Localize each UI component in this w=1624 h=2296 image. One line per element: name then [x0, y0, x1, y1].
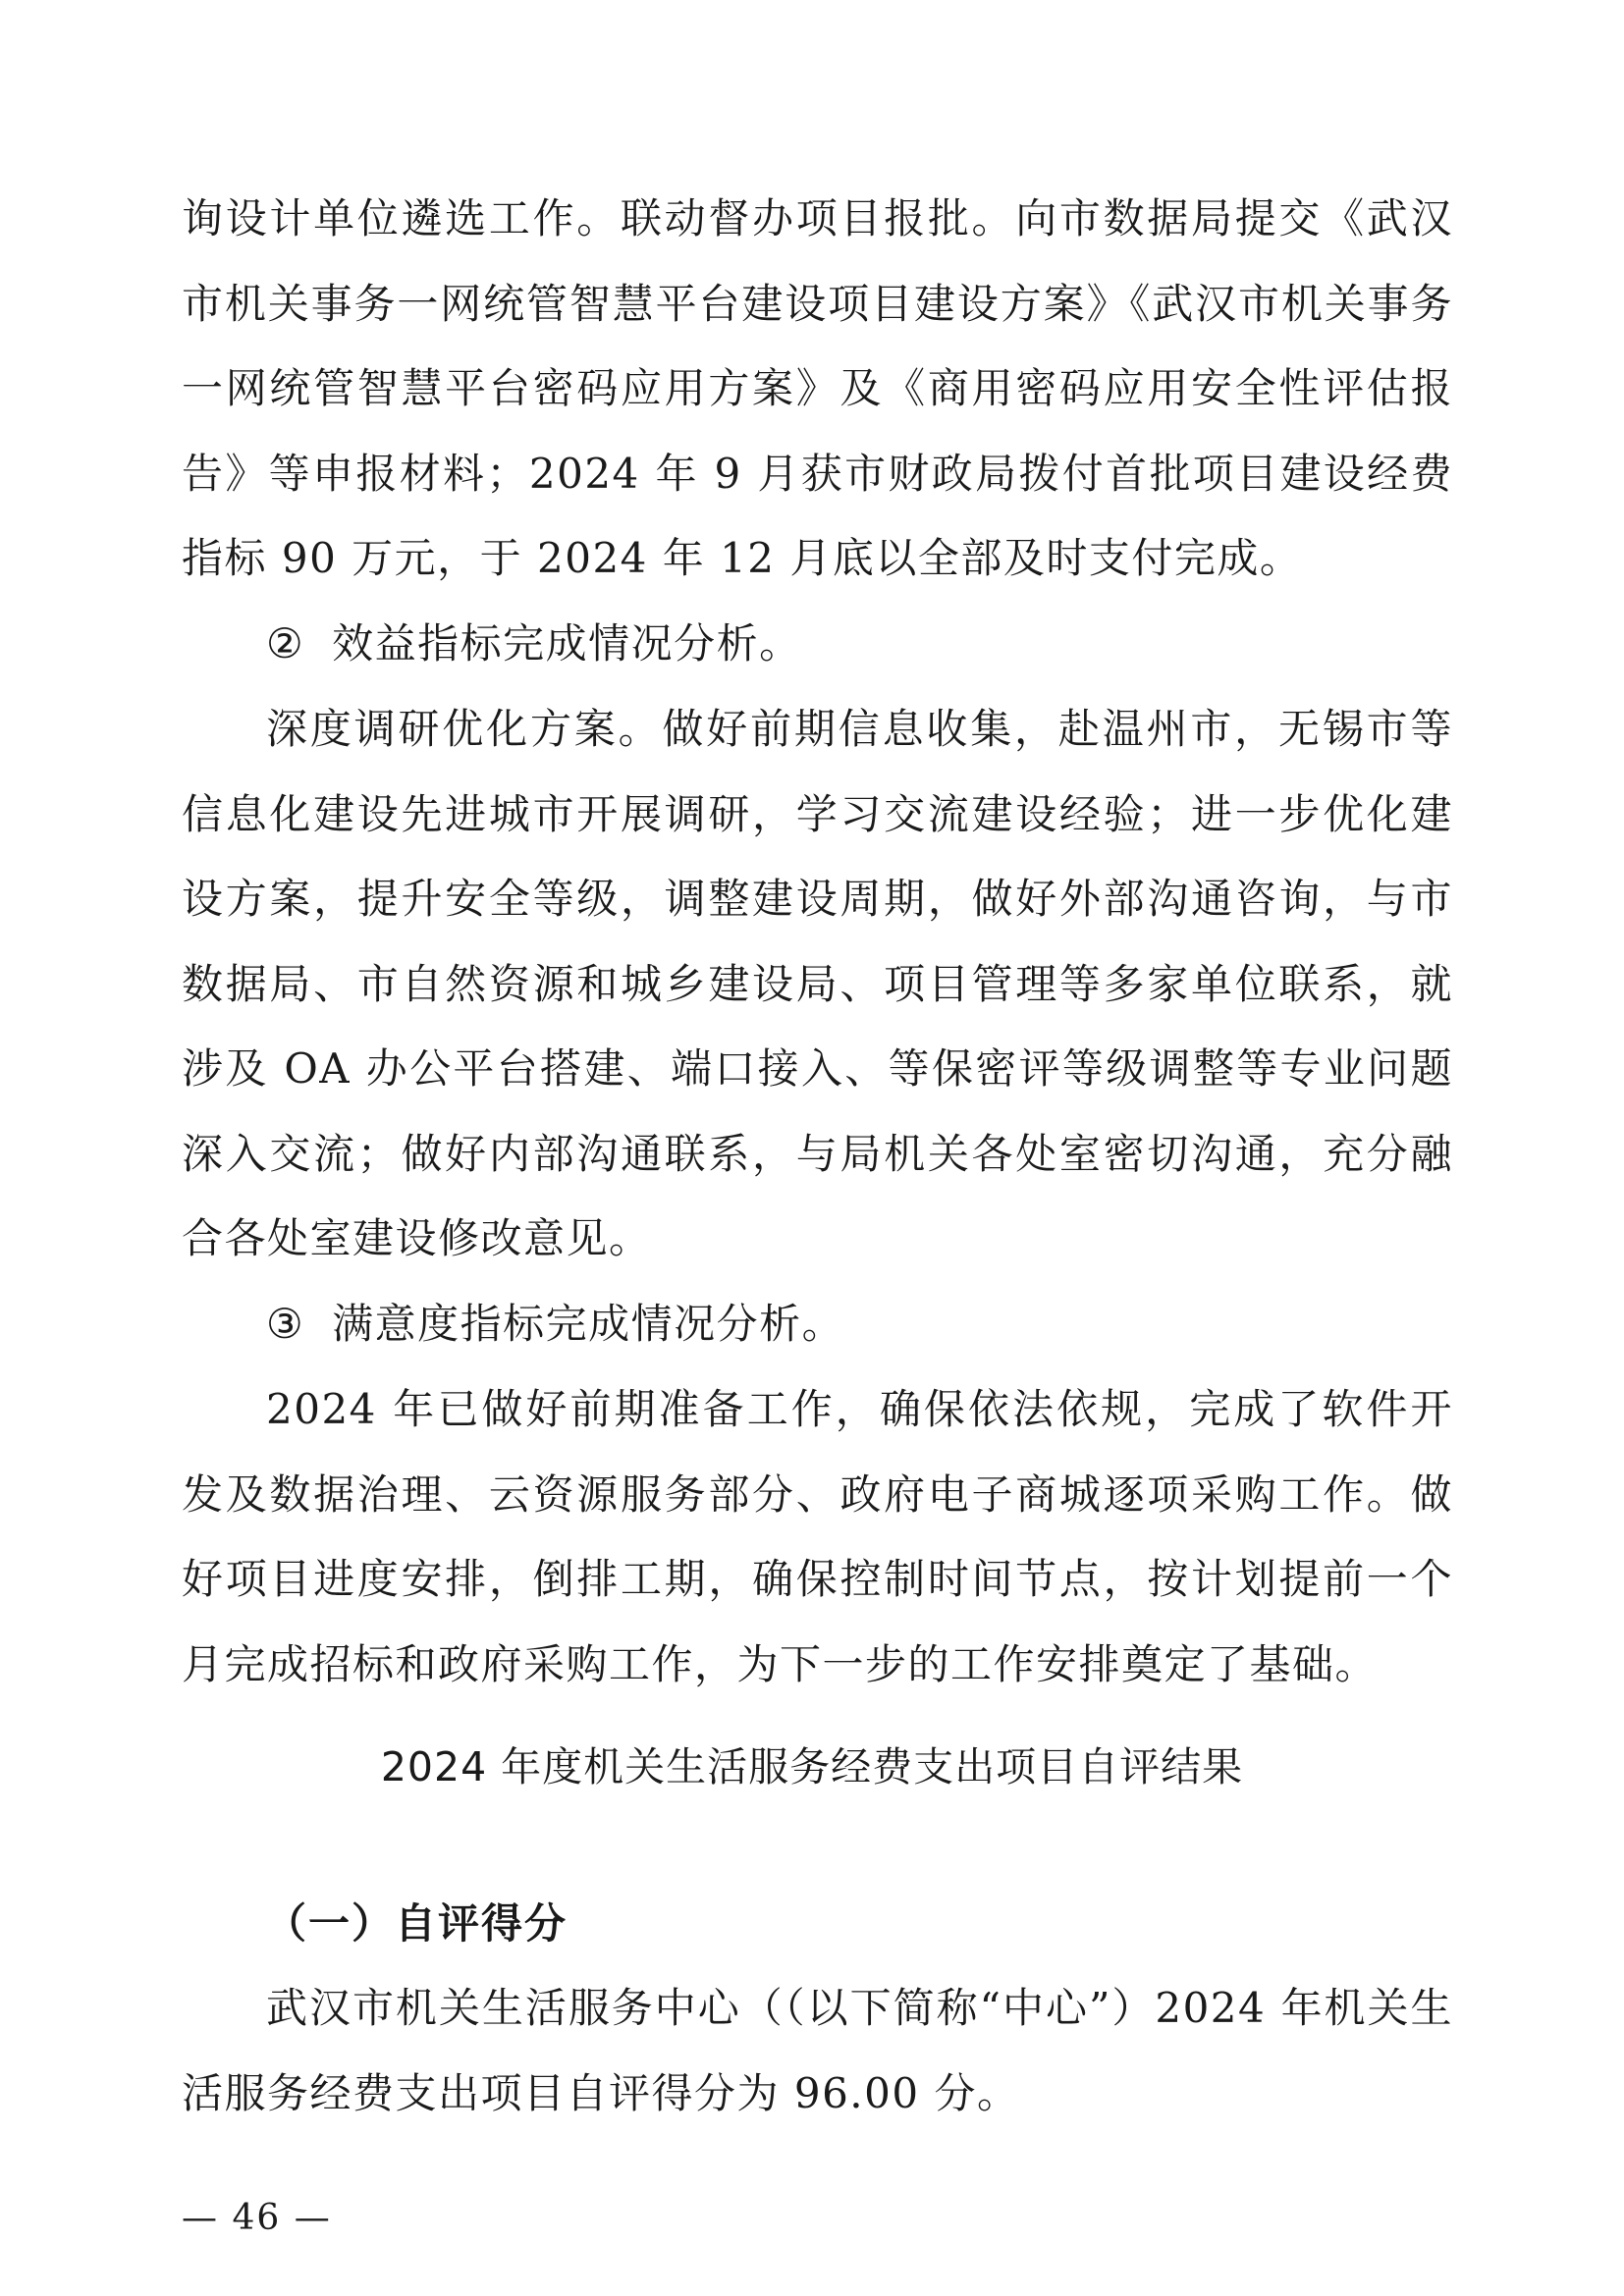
paragraph-research-optimization: 深度调研优化方案。做好前期信息收集，赴温州市，无锡市等信息化建设先进城市开展调研，学习交流建设经验；进一步优化建设方案，提升安全等级，调整建设周期，做好外部沟通咨询，与市数据局、市自然资源和城乡建设局、项目管理等多家单位联系，就涉及 OA 办公平台搭建、端口接入、等保密评等级调整等专业问题深入交流；做好内部沟通联系，与局机关各处室密切沟通，充分融合各处室建设修改意见。 — [182, 705, 1453, 1262]
paragraph-self-evaluation-score: 武汉市机关生活服务中心（（以下简称“中心”）2024 年机关生活服务经费支出项目自评得分为 96.00 分。 — [182, 1984, 1453, 2117]
subsection-heading-score: （一）自评得分 — [265, 1899, 568, 1948]
heading-text-satisfaction: 满意度指标完成情况分析。 — [332, 1300, 845, 1348]
heading-satisfaction-indicators — [182, 1282, 1453, 1367]
heading-number-2: ② — [266, 619, 305, 667]
page-number: — 46 — — [182, 2198, 332, 2238]
section-title: 2024 年度机关生活服务经费支出项目自评结果 — [380, 1743, 1244, 1790]
paragraph-project-approval: 询设计单位遴选工作。联动督办项目报批。向市数据局提交《武汉市机关事务一网统管智慧平台建设项目建设方案》《武汉市机关事务一网统管智慧平台密码应用方案》及《商用密码应用安全性评估报告》等申报材料；2024 年 9 月获市财政局拨付首批项目建设经费指标 90 万元，于 2024 年 12 月底以全部及时支付完成。 — [182, 194, 1453, 582]
heading-text-benefit: 效益指标完成情况分析。 — [332, 619, 802, 667]
heading-number-3: ③ — [266, 1300, 305, 1348]
heading-benefit-indicators — [182, 602, 1453, 687]
paragraph-preparation-work: 2024 年已做好前期准备工作，确保依法依规，完成了软件开发及数据治理、云资源服务部分、政府电子商城逐项采购工作。做好项目进度安排，倒排工期，确保控制时间节点，按计划提前一个月完成招标和政府采购工作，为下一步的工作安排奠定了基础。 — [182, 1385, 1453, 1688]
